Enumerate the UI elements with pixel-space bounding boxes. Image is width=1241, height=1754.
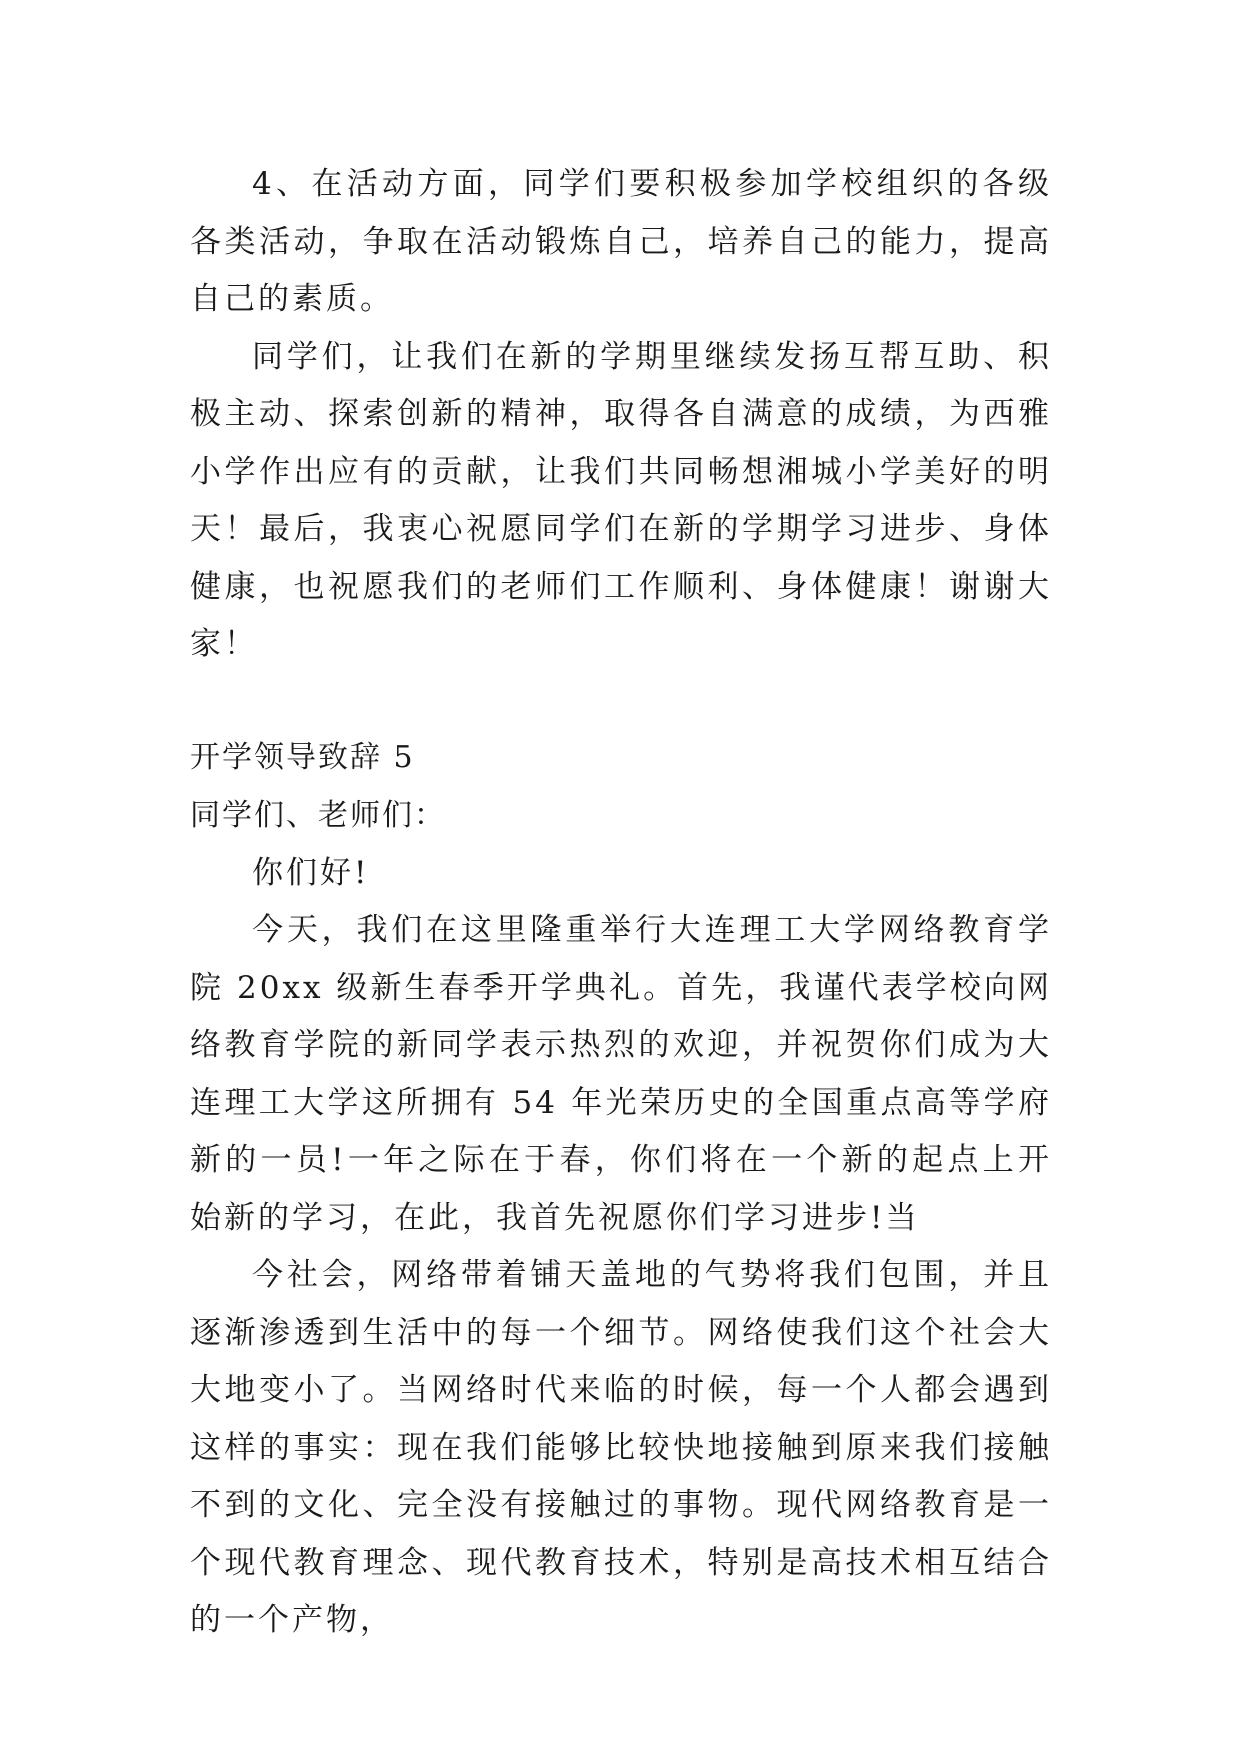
paragraph-network-society: 今社会，网络带着铺天盖地的气势将我们包围，并且逐渐渗透到生活中的每一个细节。网络使我们这个社会大大地变小了。当网络时代来临的时候，每一个人都会遇到这样的事实：现在我们能够比较快地接触到原来我们接触不到的文化、完全没有接触过的事物。现代网络教育是一个现代教育理念、现代教育技术，特别是高技术相互结合的一个产物， <box>190 1257 1052 1638</box>
greeting: 你们好! <box>252 854 370 891</box>
salutation: 同学们、老师们： <box>190 797 446 833</box>
document-body <box>190 156 1052 1650</box>
paragraph-closing-remarks: 同学们，让我们在新的学期里继续发扬互帮互助、积极主动、探索创新的精神，取得各自满意的成绩，为西雅小学作出应有的贡献，让我们共同畅想湘城小学美好的明天！最后，我衷心祝愿同学们在新的学期学习进步、身体健康，也祝愿我们的老师们工作顺利、身体健康！谢谢大家！ <box>190 338 1052 662</box>
paragraph-activities: 4、在活动方面，同学们要积极参加学校组织的各级各类活动，争取在活动锻炼自己，培养自己的能力，提高自己的素质。 <box>190 166 1052 317</box>
paragraph-opening-ceremony: 今天，我们在这里隆重举行大连理工大学网络教育学院 20xx 级新生春季开学典礼。首先，我谨代表学校向网络教育学院的新同学表示热烈的欢迎，并祝贺你们成为大连理工大学这所拥有 54 年光荣历史的全国重点高等学府新的一员!一年之际在于春，你们将在一个新的起点上开始新的学习，在此，我首先祝愿你们学习进步!当 <box>190 912 1052 1236</box>
section-spacer <box>190 674 1052 729</box>
section-title: 开学领导致辞 5 <box>190 739 415 775</box>
